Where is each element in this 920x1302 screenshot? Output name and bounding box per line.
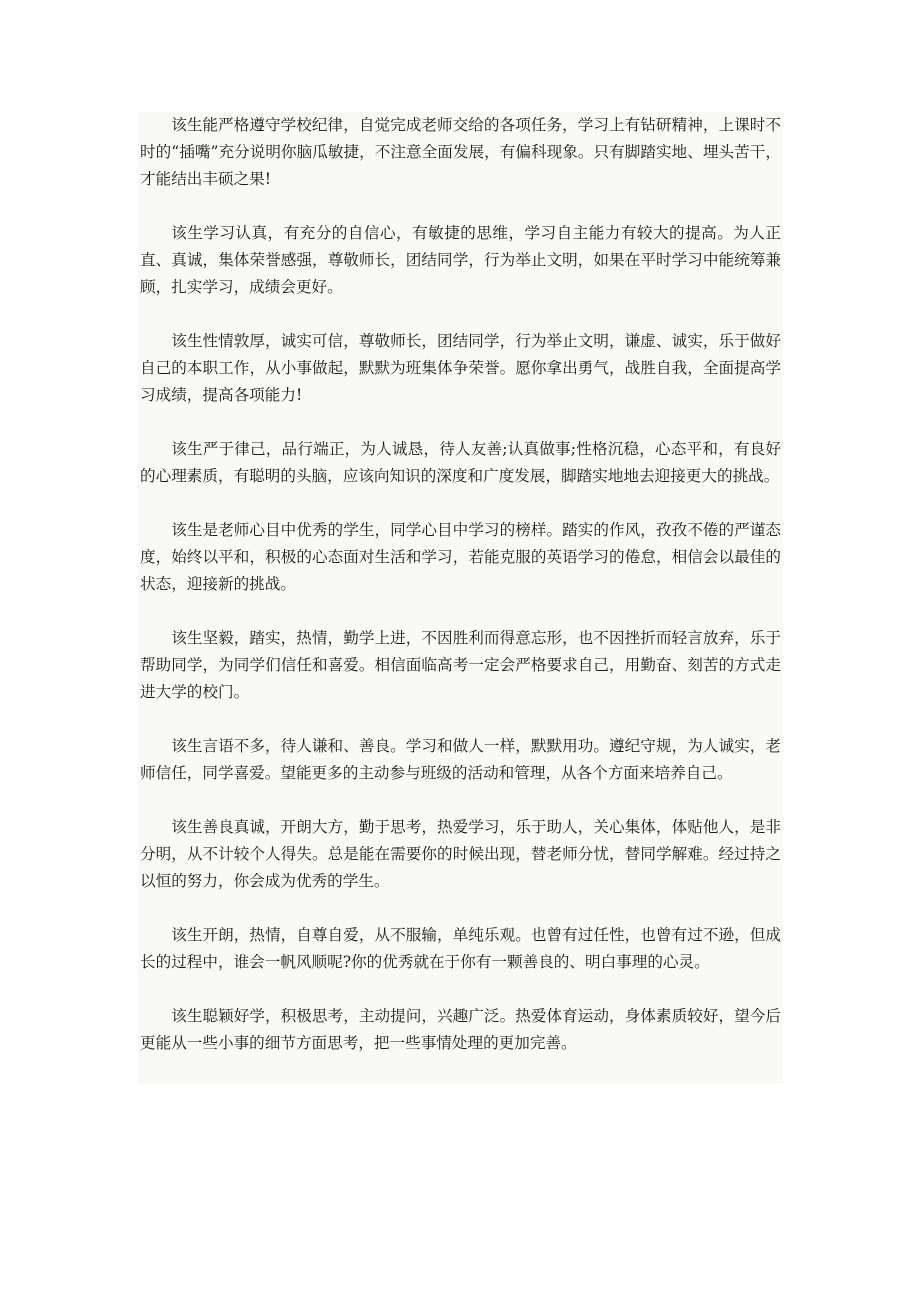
document-body — [138, 112, 783, 1084]
paragraph-gap — [140, 976, 781, 1003]
comment-paragraph-7: 该生言语不多，待人谦和、善良。学习和做人一样，默默用功。遵纪守规，为人诚实，老师信任，同学喜爱。望能更多的主动参与班级的活动和管理，从各个方面来培养自己。 — [140, 737, 781, 782]
paragraph-gap — [140, 895, 781, 922]
paragraph-gap — [140, 490, 781, 517]
comment-paragraph-6: 该生坚毅，踏实，热情，勤学上进，不因胜利而得意忘形，也不因挫折而轻言放弃，乐于帮助同学，为同学们信任和喜爱。相信面临高考一定会严格要求自己，用勤奋、刻苦的方式走进大学的校门。 — [140, 629, 781, 701]
comment-paragraph-5: 该生是老师心目中优秀的学生，同学心目中学习的榜样。踏实的作风，孜孜不倦的严谨态度，始终以平和，积极的心态面对生活和学习，若能克服的英语学习的倦怠，相信会以最佳的状态，迎接新的挑战。 — [140, 521, 781, 593]
comment-paragraph-4: 该生严于律己，品行端正，为人诚恳，待人友善;认真做事;性格沉稳，心态平和，有良好的心理素质，有聪明的头脑，应该向知识的深度和广度发展，脚踏实地地去迎接更大的挑战。 — [140, 440, 781, 485]
paragraph-gap — [140, 409, 781, 436]
paragraph-gap — [140, 598, 781, 625]
paragraph-gap — [140, 787, 781, 814]
paragraph-gap — [140, 706, 781, 733]
comment-paragraph-1: 该生能严格遵守学校纪律，自觉完成老师交给的各项任务，学习上有钻研精神，上课时不时的“插嘴”充分说明你脑瓜敏捷，不注意全面发展，有偏科现象。只有脚踏实地、埋头苦干，才能结出丰硕之果! — [140, 116, 781, 188]
comment-paragraph-9: 该生开朗，热情，自尊自爱，从不服输，单纯乐观。也曾有过任性，也曾有过不逊，但成长的过程中，谁会一帆风顺呢?你的优秀就在于你有一颗善良的、明白事理的心灵。 — [140, 926, 781, 971]
comment-paragraph-10: 该生聪颖好学，积极思考，主动提问，兴趣广泛。热爱体育运动，身体素质较好，望今后更能从一些小事的细节方面思考，把一些事情处理的更加完善。 — [140, 1007, 781, 1052]
comment-paragraph-2: 该生学习认真，有充分的自信心，有敏捷的思维，学习自主能力有较大的提高。为人正直、真诚，集体荣誉感强，尊敬师长，团结同学，行为举止文明，如果在平时学习中能统筹兼顾，扎实学习，成绩会更好。 — [140, 224, 781, 296]
paragraph-gap — [140, 193, 781, 220]
paragraph-gap — [140, 301, 781, 328]
comment-paragraph-3: 该生性情敦厚，诚实可信，尊敬师长，团结同学，行为举止文明，谦虚、诚实，乐于做好自己的本职工作，从小事做起，默默为班集体争荣誉。愿你拿出勇气，战胜自我，全面提高学习成绩，提高各项能力! — [140, 332, 781, 404]
comment-paragraph-8: 该生善良真诚，开朗大方，勤于思考，热爱学习，乐于助人，关心集体，体贴他人，是非分明，从不计较个人得失。总是能在需要你的时候出现，替老师分忧，替同学解难。经过持之以恒的努力，你会成为优秀的学生。 — [140, 818, 781, 890]
